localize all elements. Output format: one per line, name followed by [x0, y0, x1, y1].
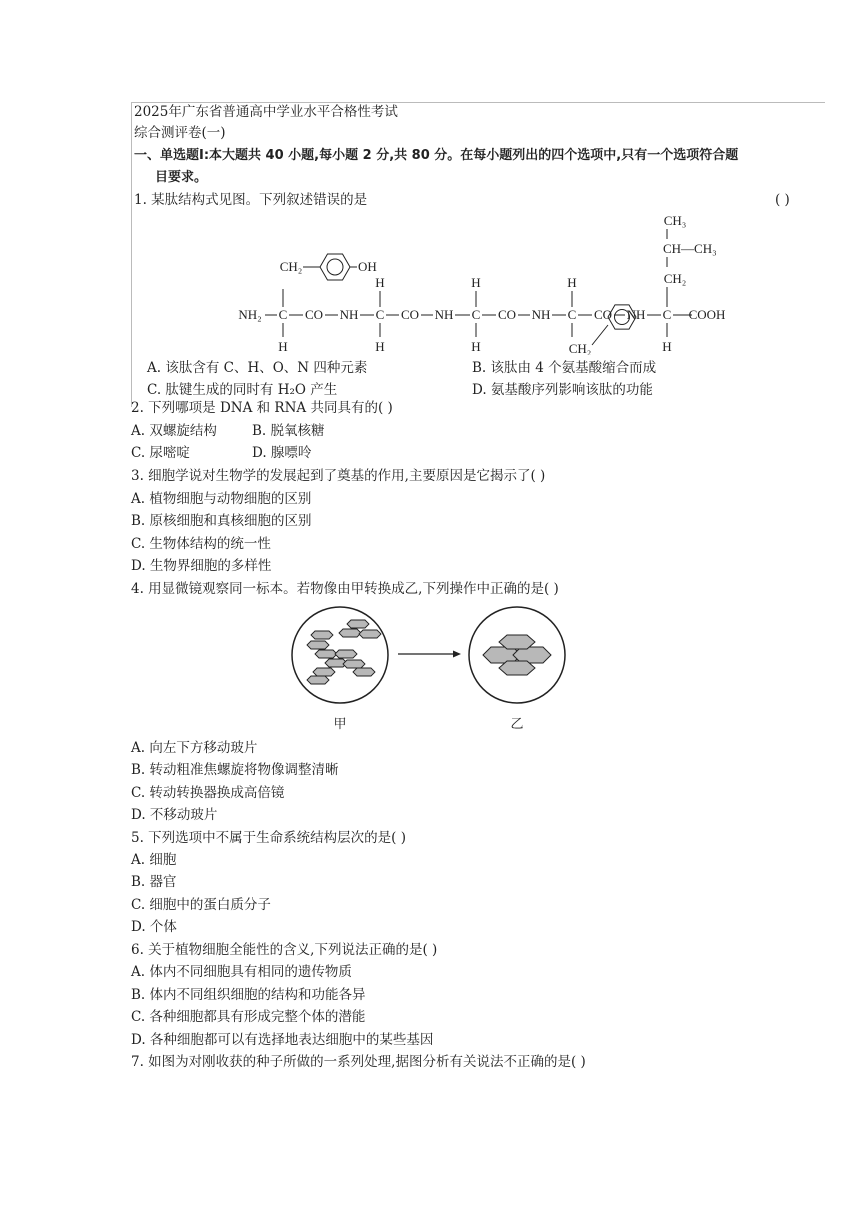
q1-answer-bracket: ( ) — [775, 192, 790, 208]
r5-ch2: CH₂ — [663, 271, 687, 286]
q2-option-a: A. 双螺旋结构 — [131, 423, 217, 439]
q2-stem: 2. 下列哪项是 DNA 和 RNA 共同具有的( ) — [131, 400, 393, 416]
q1-option-b: B. 该肽由 4 个氨基酸缩合而成 — [472, 360, 657, 376]
q4-option-a: A. 向左下方移动玻片 — [131, 740, 258, 756]
chain-atom-5: CO — [400, 307, 420, 322]
q2-option-b: B. 脱氧核糖 — [252, 423, 325, 439]
chain-atom-8: CO — [497, 307, 517, 322]
q5-option-b: B. 器官 — [131, 874, 177, 890]
q2-option-c: C. 尿嘧啶 — [131, 445, 190, 461]
r3-h-down: H — [471, 339, 481, 354]
q4-option-b: B. 转动粗准焦螺旋将物像调整清晰 — [131, 762, 339, 778]
conversion-arrow-head — [453, 651, 461, 658]
q6-option-a: A. 体内不同细胞具有相同的遗传物质 — [131, 964, 352, 980]
q3-option-a: A. 植物细胞与动物细胞的区别 — [131, 491, 312, 507]
chain-atom-6: NH — [434, 307, 454, 322]
label-yi: 乙 — [510, 716, 524, 731]
r1-ch2: CH₂ — [279, 259, 303, 274]
chain-atom-3: NH — [339, 307, 359, 322]
margin-rule — [131, 102, 132, 407]
q4-stem: 4. 用显微镜观察同一标本。若物像由甲转换成乙,下列操作中正确的是( ) — [131, 581, 559, 597]
chain-atom-7: C — [471, 307, 481, 322]
q2-option-d: D. 腺嘌呤 — [252, 445, 312, 461]
q1-option-a: A. 该肽含有 C、H、O、N 四种元素 — [147, 360, 368, 376]
chain-atom-14: COOH — [688, 307, 726, 322]
q3-option-d: D. 生物界细胞的多样性 — [131, 558, 272, 574]
r3-h-up: H — [471, 275, 481, 290]
q5-option-d: D. 个体 — [131, 919, 177, 935]
chain-atom-10: C — [567, 307, 577, 322]
r4-ch2: CH₂ — [568, 341, 592, 355]
paper-title: 综合测评卷(一) — [134, 125, 226, 141]
r4-bond-ring — [592, 325, 608, 345]
q5-option-a: A. 细胞 — [131, 852, 177, 868]
q6-stem: 6. 关于植物细胞全能性的含义,下列说法正确的是( ) — [131, 942, 438, 958]
peptide-structure-diagram — [225, 205, 755, 355]
r5-h-down: H — [662, 339, 672, 354]
r1-oh: OH — [358, 259, 377, 274]
q5-stem: 5. 下列选项中不属于生命系统结构层次的是( ) — [131, 830, 406, 846]
chain-atom-9: NH — [531, 307, 551, 322]
q4-option-c: C. 转动转换器换成高倍镜 — [131, 785, 285, 801]
microscope-field-diagram — [285, 602, 585, 737]
label-jia: 甲 — [333, 716, 347, 731]
r1-ring-circle — [327, 259, 343, 275]
r1-benzene-ring — [320, 254, 350, 280]
chain-atom-0: NH₂ — [238, 307, 262, 322]
section-heading-line1: 一、单选题Ⅰ:本大题共 40 小题,每小题 2 分,共 80 分。在每小题列出的四个选项中,只有一个选项符合题 — [134, 148, 739, 163]
q6-option-b: B. 体内不同组织细胞的结构和功能各异 — [131, 987, 366, 1003]
q7-stem: 7. 如图为对刚收获的种子所做的一系列处理,据图分析有关说法不正确的是( ) — [131, 1054, 586, 1070]
chain-atom-1: C — [278, 307, 288, 322]
q3-option-b: B. 原核细胞和真核细胞的区别 — [131, 513, 312, 529]
q4-option-d: D. 不移动玻片 — [131, 807, 218, 823]
q3-option-c: C. 生物体结构的统一性 — [131, 536, 271, 552]
q6-option-d: D. 各种细胞都可以有选择地表达细胞中的某些基因 — [131, 1032, 434, 1048]
chain-atom-2: CO — [304, 307, 324, 322]
q1-option-c: C. 肽键生成的同时有 H₂O 产生 — [147, 382, 338, 398]
r5-ch-ch3: CH—CH₃ — [663, 241, 717, 256]
chain-atom-12: NH — [626, 307, 646, 322]
q1-option-d: D. 氨基酸序列影响该肽的功能 — [472, 382, 653, 398]
q3-stem: 3. 细胞学说对生物学的发展起到了奠基的作用,主要原因是它揭示了( ) — [131, 468, 546, 484]
q6-option-c: C. 各种细胞都具有形成完整个体的潜能 — [131, 1009, 366, 1025]
chain-atom-4: C — [375, 307, 385, 322]
r4-h-up: H — [567, 275, 577, 290]
r5-ch3-top: CH₃ — [663, 213, 687, 228]
q5-option-c: C. 细胞中的蛋白质分子 — [131, 897, 271, 913]
r2-h-up: H — [375, 275, 385, 290]
r1-h-down: H — [278, 339, 288, 354]
section-heading-line2: 目要求。 — [155, 170, 208, 185]
r2-h-down: H — [375, 339, 385, 354]
chain-atom-13: C — [662, 307, 672, 322]
chain-atom-11: CO — [593, 307, 613, 322]
exam-title: 2025年广东省普通高中学业水平合格性考试 — [134, 104, 398, 120]
q1-stem: 1. 某肽结构式见图。下列叙述错误的是 — [134, 192, 368, 208]
